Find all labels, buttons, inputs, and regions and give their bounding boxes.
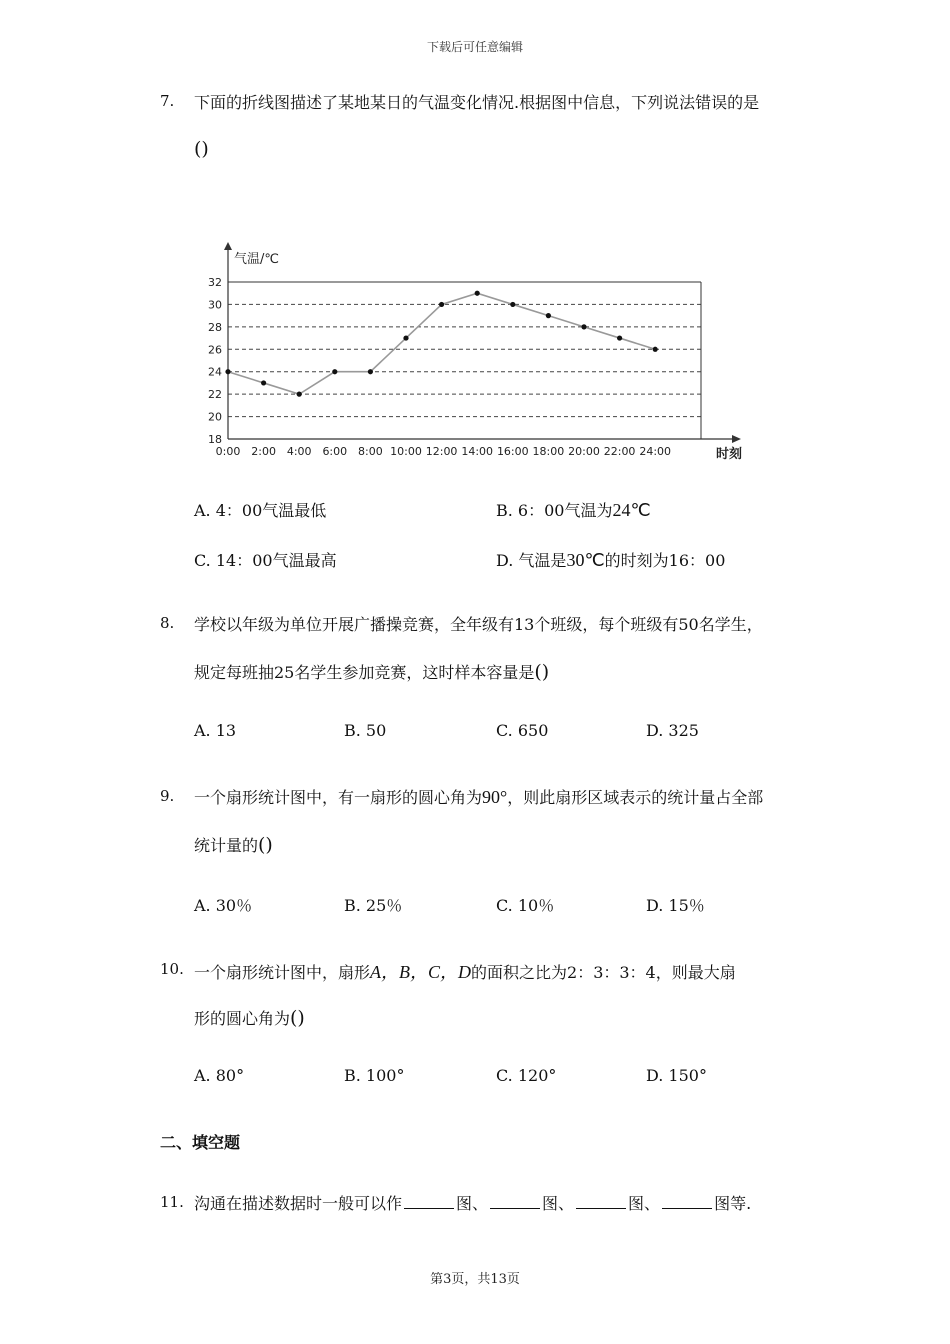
x-tick-label: 16:00 bbox=[496, 445, 529, 458]
q9-text-line1 bbox=[194, 785, 763, 808]
chart-axes bbox=[224, 242, 741, 443]
q8-text-line1: 学校以年级为单位开展广播操竞赛，全年级有13个班级，每个班级有50名学生， bbox=[194, 615, 763, 634]
q7-option-d[interactable] bbox=[496, 548, 725, 571]
q10-text-line2 bbox=[194, 1006, 305, 1029]
q10-text-line1-pre: 一个扇形统计图中，扇形 bbox=[194, 963, 371, 982]
x-tick-label: 2:00 bbox=[251, 445, 276, 458]
y-axis-title: 气温/℃ bbox=[234, 252, 279, 267]
x-tick-label: 14:00 bbox=[461, 445, 494, 458]
q9-text-line1-pre: 一个扇形统计图中，有一扇形的圆心角为 bbox=[194, 788, 483, 807]
data-point bbox=[439, 302, 444, 307]
q7-answer-paren: () bbox=[194, 138, 209, 160]
q7-option-a[interactable]: A. 4：00气温最低 bbox=[194, 501, 327, 520]
q8-answer-paren: () bbox=[534, 661, 550, 683]
y-tick-label-30: 30 bbox=[208, 298, 222, 312]
data-point bbox=[617, 335, 622, 340]
q9-answer-paren: () bbox=[258, 834, 273, 856]
q9-option-d[interactable]: D. 15％ bbox=[646, 896, 705, 915]
q8-number: 8. bbox=[160, 614, 175, 632]
q10-text-line2-text: 形的圆心角为 bbox=[194, 1009, 291, 1028]
q7-text-line1: 下面的折线图描述了某地某日的气温变化情况.根据图中信息，下列说法错误的是 bbox=[194, 93, 760, 112]
data-point bbox=[225, 369, 230, 374]
q10-text-line1 bbox=[194, 958, 736, 984]
q9-text-line2 bbox=[194, 833, 273, 856]
temperature-line-chart bbox=[200, 236, 760, 468]
data-point bbox=[475, 291, 480, 296]
data-point bbox=[332, 369, 337, 374]
y-tick-label-18: 18 bbox=[208, 433, 222, 446]
q7-option-d-pre: D. 气温是 bbox=[496, 551, 567, 570]
x-tick-label: 6:00 bbox=[322, 445, 348, 458]
x-tick-label: 8:00 bbox=[358, 445, 383, 458]
q10-option-a[interactable]: A. 80° bbox=[194, 1066, 245, 1085]
chart-gridlines bbox=[228, 304, 701, 416]
y-tick-label-24: 24 bbox=[208, 365, 222, 379]
q8-option-b[interactable]: B. 50 bbox=[344, 721, 387, 740]
y-tick-label-32: 32 bbox=[208, 276, 222, 289]
q7-option-b[interactable] bbox=[496, 498, 651, 521]
x-tick-label: 0:00 bbox=[215, 445, 241, 458]
q11-number: 11. bbox=[160, 1193, 184, 1211]
y-tick-label-26: 26 bbox=[208, 343, 222, 357]
q10-option-b[interactable]: B. 100° bbox=[344, 1066, 405, 1085]
q8-option-c[interactable]: C. 650 bbox=[496, 721, 549, 740]
data-point bbox=[653, 347, 658, 352]
q7-option-c[interactable]: C. 14：00气温最高 bbox=[194, 551, 337, 570]
q10-answer-paren: () bbox=[290, 1007, 305, 1029]
q8-text-line2 bbox=[194, 660, 549, 683]
data-point bbox=[546, 313, 551, 318]
q10-sector-labels: A，B，C，D bbox=[370, 962, 472, 982]
q9-angle-value: 90° bbox=[482, 787, 508, 807]
y-tick-label-20: 20 bbox=[208, 410, 222, 424]
q11-sep-2: 图、 bbox=[542, 1194, 575, 1213]
q11-blank-4[interactable] bbox=[662, 1194, 712, 1209]
x-tick-label: 20:00 bbox=[568, 445, 600, 458]
q9-option-b[interactable]: B. 25％ bbox=[344, 896, 403, 915]
q11-text bbox=[194, 1191, 751, 1214]
x-tick-label: 4:00 bbox=[286, 445, 312, 458]
q11-blank-2[interactable] bbox=[490, 1194, 540, 1209]
page-header: 下载后可任意编辑 bbox=[426, 40, 523, 54]
q9-option-a[interactable]: A. 30％ bbox=[194, 896, 253, 915]
x-tick-label: 24:00 bbox=[639, 445, 672, 458]
q8-option-d[interactable]: D. 325 bbox=[646, 721, 699, 740]
section-heading-fill-blank: 二、填空题 bbox=[160, 1133, 241, 1152]
q9-option-c[interactable]: C. 10％ bbox=[496, 896, 555, 915]
x-tick-label: 10:00 bbox=[390, 445, 422, 458]
chart-series bbox=[225, 291, 657, 397]
q7-option-d-post: 的时刻为16：00 bbox=[604, 551, 726, 570]
x-tick-label: 12:00 bbox=[425, 445, 458, 458]
q10-option-c[interactable]: C. 120° bbox=[496, 1066, 557, 1085]
q11-text-post: 图等. bbox=[714, 1194, 752, 1213]
q7-option-b-text: B. 6：00气温为 bbox=[496, 501, 613, 520]
x-tick-label: 18:00 bbox=[532, 445, 565, 458]
y-tick-label-28: 28 bbox=[208, 320, 222, 334]
q9-text-line2-text: 统计量的 bbox=[194, 836, 259, 855]
data-point bbox=[261, 380, 266, 385]
q9-number: 9. bbox=[160, 787, 175, 805]
q7-option-b-value: 24℃ bbox=[612, 500, 651, 520]
x-axis-arrow bbox=[732, 435, 741, 443]
x-tick-label: 22:00 bbox=[603, 445, 636, 458]
q10-number: 10. bbox=[160, 960, 184, 978]
q7-option-d-value: 30℃ bbox=[566, 550, 605, 570]
x-axis-title: 时刻 bbox=[716, 447, 743, 462]
data-point bbox=[297, 392, 302, 397]
q11-blank-1[interactable] bbox=[404, 1194, 454, 1209]
q8-text-line2-text: 规定每班抽25名学生参加竞赛，这时样本容量是 bbox=[194, 663, 535, 682]
data-point bbox=[581, 324, 586, 329]
page-footer: 第3页，共13页 bbox=[430, 1272, 520, 1287]
y-tick-label-22: 22 bbox=[208, 388, 222, 402]
q8-option-a[interactable]: A. 13 bbox=[194, 721, 237, 740]
temperature-series-line bbox=[228, 293, 655, 394]
q11-sep-3: 图、 bbox=[628, 1194, 661, 1213]
data-point bbox=[368, 369, 373, 374]
q10-text-line1-post: 的面积之比为2：3：3：4，则最大扇 bbox=[471, 963, 736, 982]
q9-text-line1-post: ，则此扇形区域表示的统计量占全部 bbox=[507, 788, 764, 807]
q11-text-pre: 沟通在描述数据时一般可以作 bbox=[194, 1194, 403, 1213]
q11-sep-1: 图、 bbox=[456, 1194, 489, 1213]
q11-blank-3[interactable] bbox=[576, 1194, 626, 1209]
y-axis-arrow bbox=[224, 242, 232, 250]
data-point bbox=[510, 302, 515, 307]
data-point bbox=[403, 335, 408, 340]
chart-labels bbox=[208, 252, 742, 462]
q7-number: 7. bbox=[160, 92, 175, 110]
q10-option-d[interactable]: D. 150° bbox=[646, 1066, 707, 1085]
